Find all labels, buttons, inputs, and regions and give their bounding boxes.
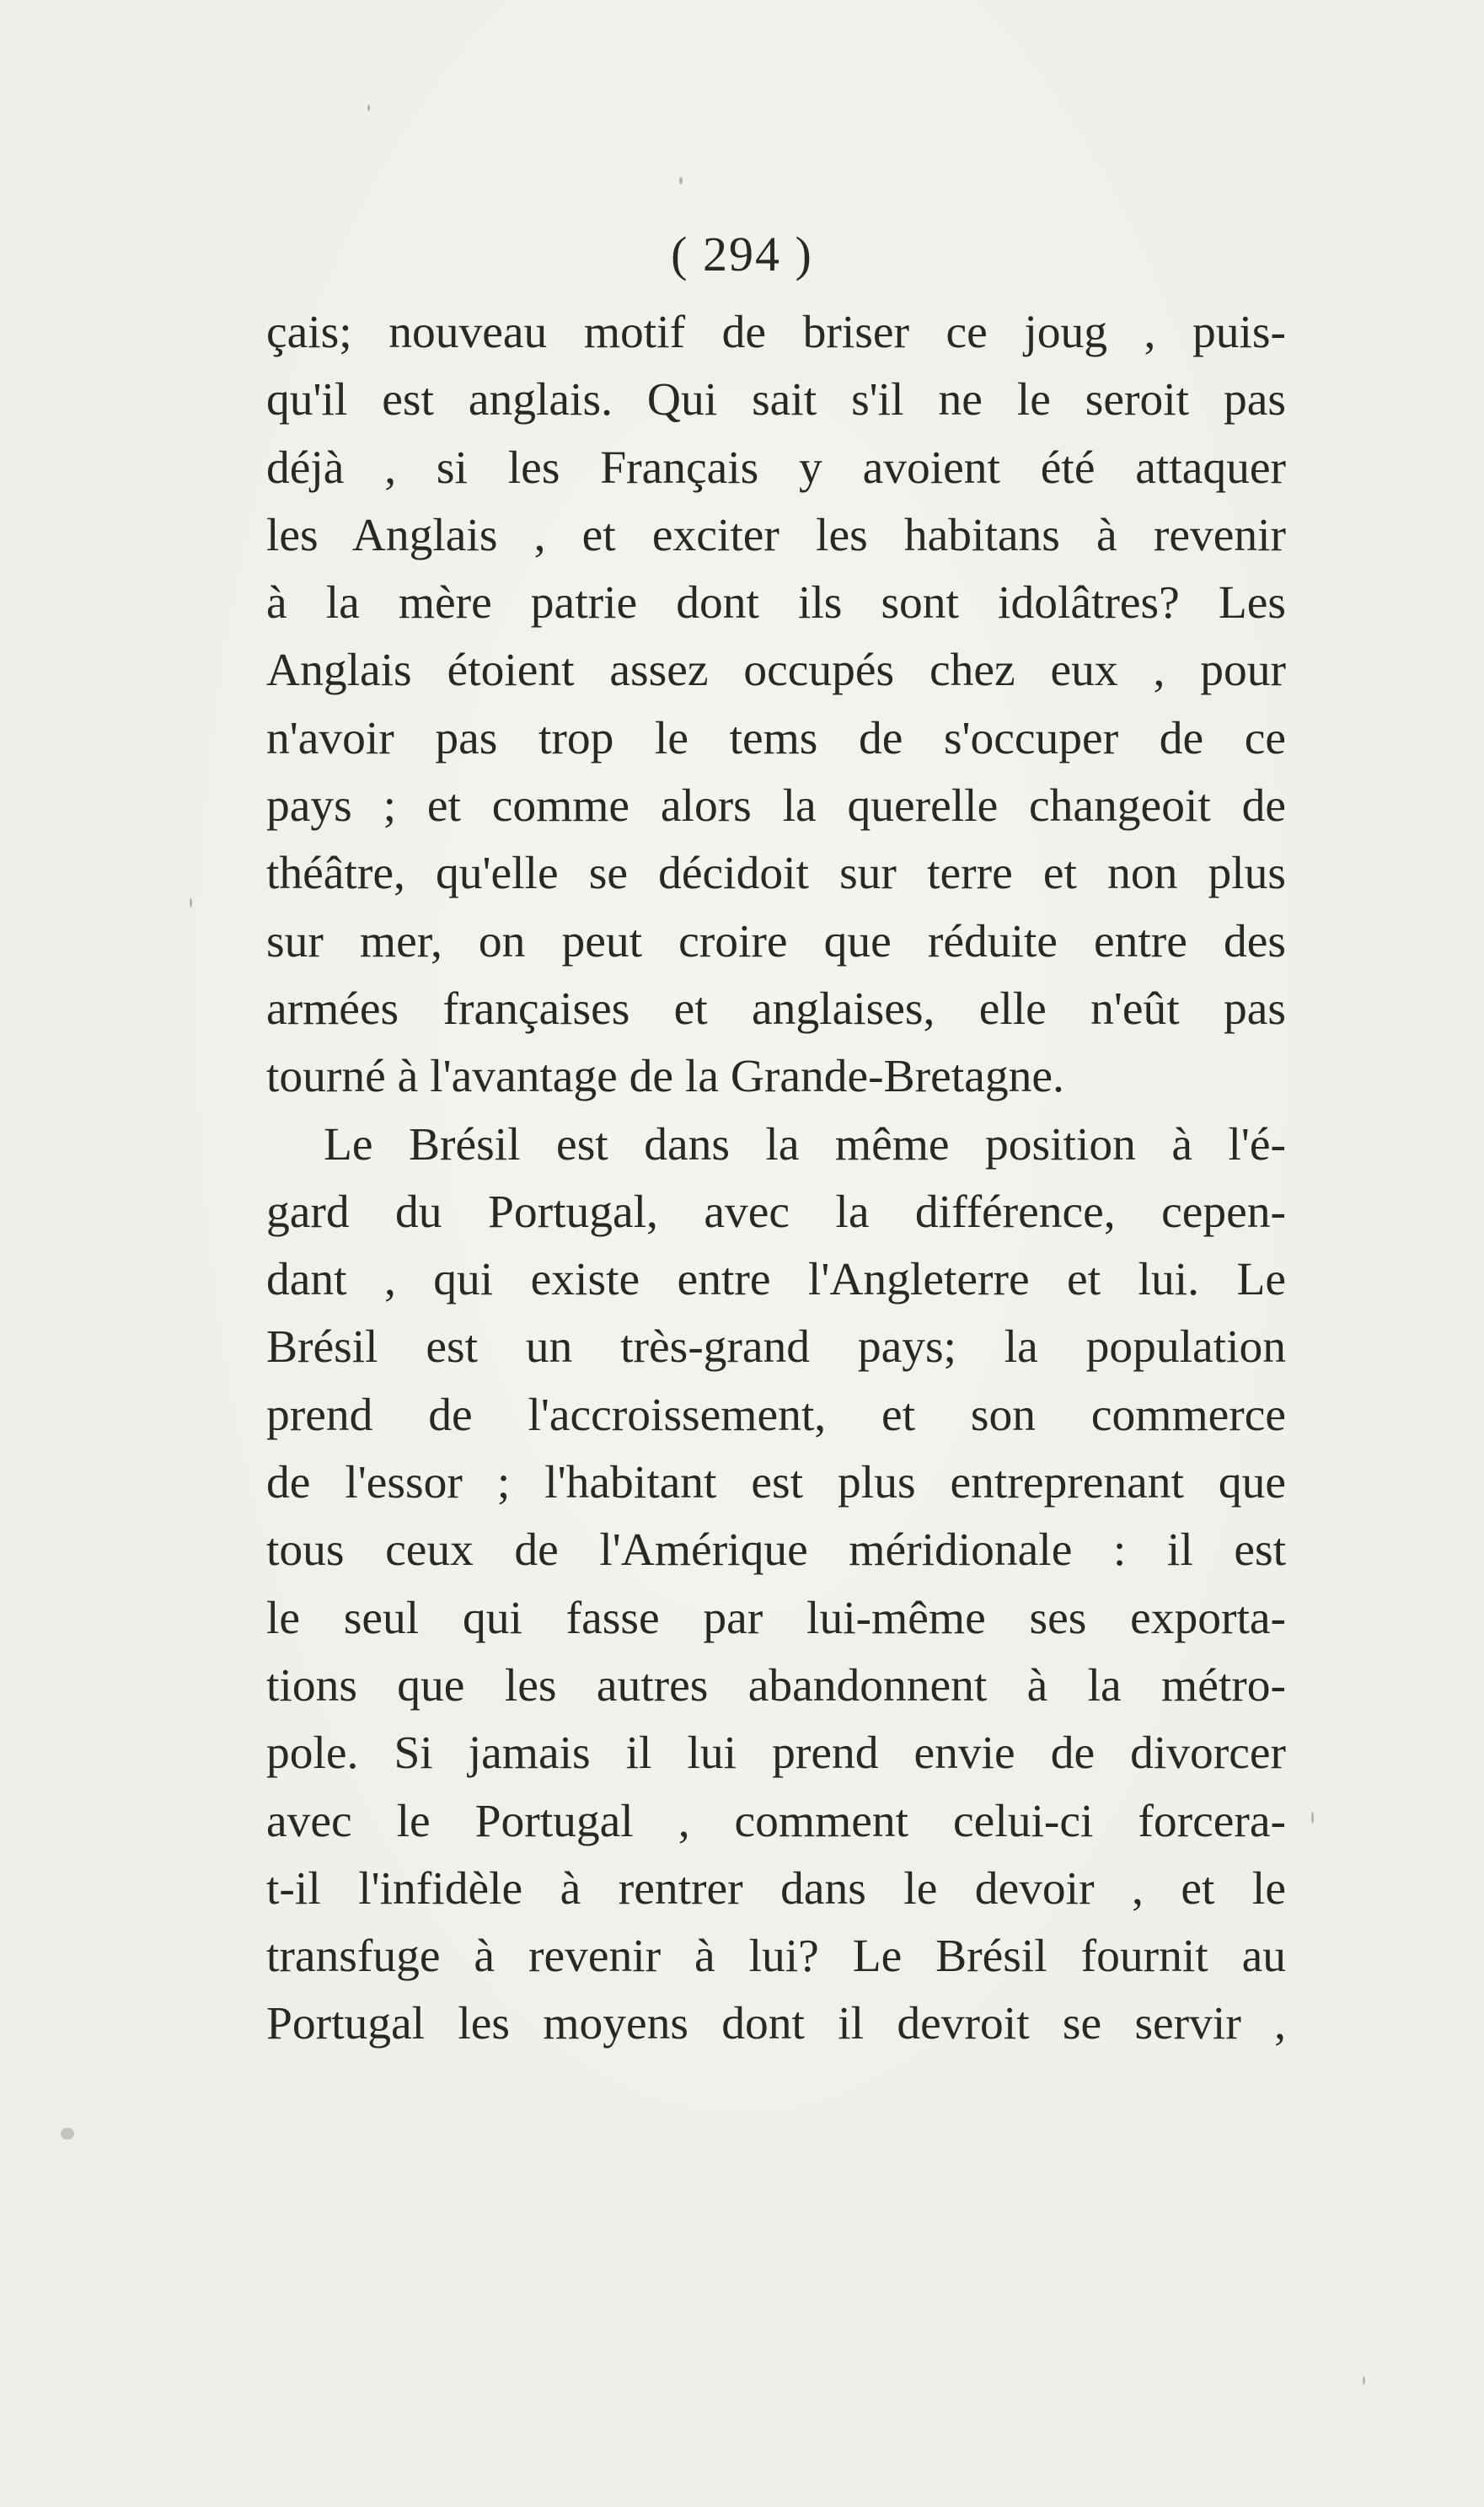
paragraph-start-line: Le Brésil est dans la même position à l'é- [324,1118,1286,1170]
text-line: pays ; et comme alors la querelle changeoit de [266,780,1286,833]
text-line: sur mer, on peut croire que réduite entre des [266,915,1286,967]
text-line: prend de l'accroissement, et son commerce [266,1389,1286,1441]
paper-speck [679,177,683,185]
paper-speck [1363,2376,1365,2385]
text-line: qu'il est anglais. Qui sait s'il ne le seroit pas [266,374,1286,426]
text-line: transfuge à revenir à lui? Le Brésil fournit au [266,1931,1286,1983]
text-line: t-il l'infidèle à rentrer dans le devoir , et le [266,1862,1286,1915]
paper-speck [1311,1812,1314,1824]
text-line: çais; nouveau motif de briser ce joug , puis- [266,307,1286,358]
text-line: armées françaises et anglaises, elle n'eût pas [266,983,1286,1035]
text-line: à la mère patrie dont ils sont idolâtres? Les [266,577,1286,629]
text-line: n'avoir pas trop le tems de s'occuper de ce [266,712,1286,764]
text-line: déjà , si les Français y avoient été attaquer [266,442,1286,494]
paragraph-end-line: tourné à l'avantage de la Grande-Bretagne. [266,1051,1064,1103]
text-line: de l'essor ; l'habitant est plus entreprenant que [266,1457,1286,1509]
paper-speck [367,104,370,111]
text-line: Portugal les moyens dont il devroit se servir , [266,1998,1286,2050]
text-line: Brésil est un très-grand pays; la population [266,1321,1286,1374]
text-line: dant , qui existe entre l'Angleterre et lui. Le [266,1254,1286,1306]
text-line: théâtre, qu'elle se décidoit sur terre et non plus [266,848,1286,900]
text-line: Anglais étoient assez occupés chez eux , pour [266,645,1286,697]
text-line: gard du Portugal, avec la différence, cepen- [266,1186,1286,1238]
text-line: le seul qui fasse par lui-même ses exporta- [266,1592,1286,1644]
text-line: tions que les autres abandonnent à la métro- [266,1659,1286,1712]
text-line: avec le Portugal , comment celui-ci forcera- [266,1795,1286,1847]
text-line: pole. Si jamais il lui prend envie de divorcer [266,1728,1286,1780]
body-text [266,299,1286,2059]
paper-speck [190,897,192,908]
text-line: tous ceux de l'Amérique méridionale : il est [266,1524,1286,1577]
page-number: ( 294 ) [671,227,813,281]
text-line: les Anglais , et exciter les habitans à revenir [266,509,1286,561]
paper-speck [61,2128,74,2140]
